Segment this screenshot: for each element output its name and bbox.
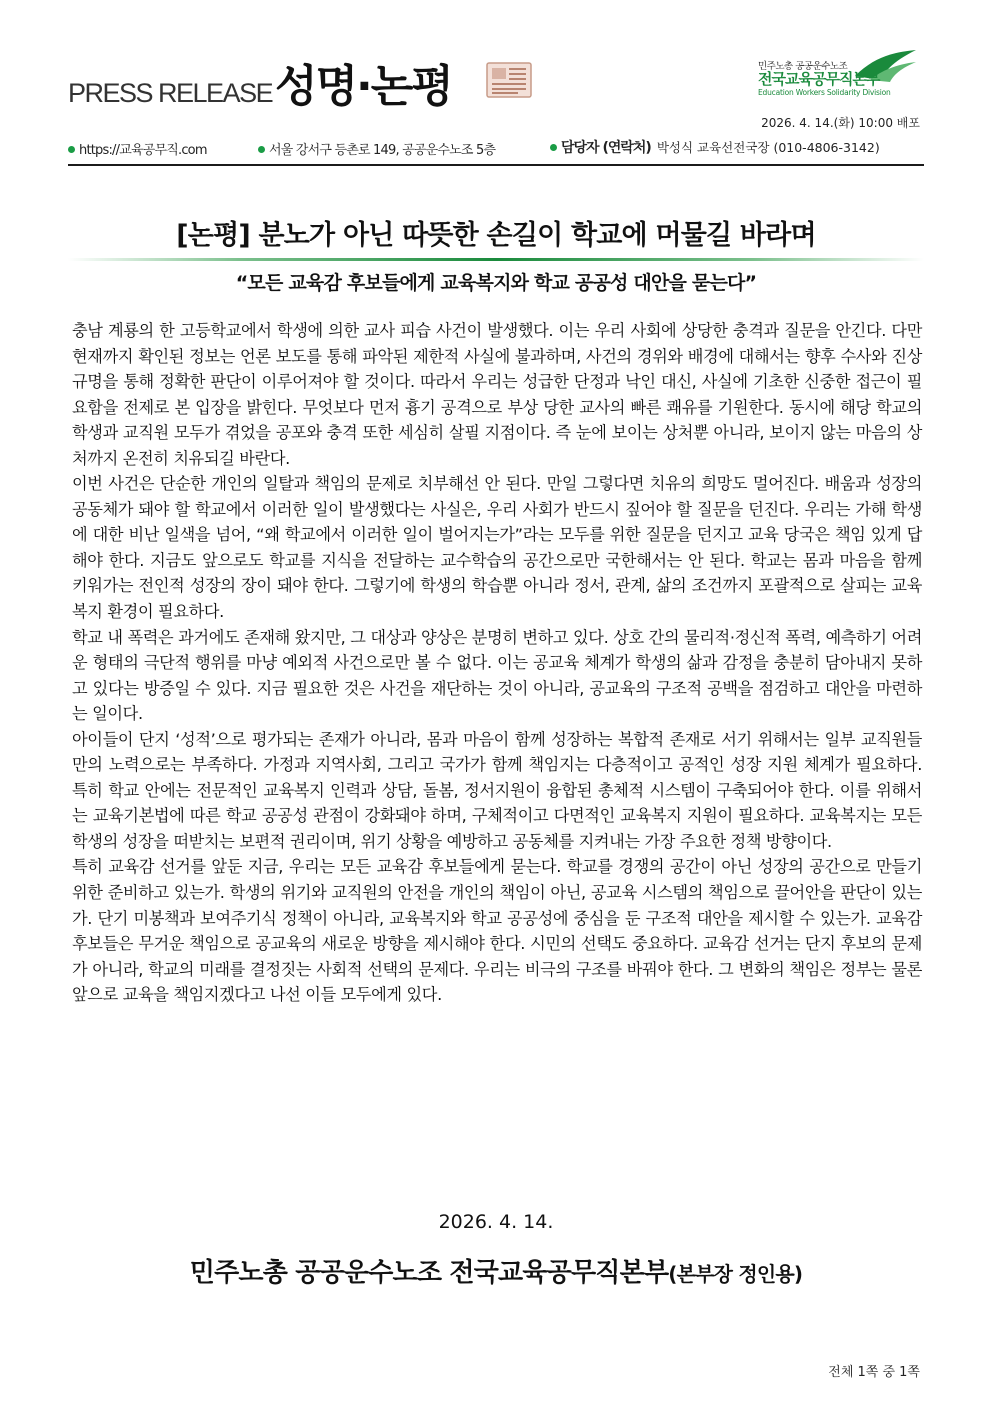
document-type-heading: 성명·논평 [275, 61, 452, 112]
logo-sub-text: Education Workers Solidarity Division [758, 88, 891, 97]
signature [68, 1252, 924, 1289]
paragraph: 이번 사건은 단순한 개인의 일탈과 책임의 문제로 치부해선 안 된다. 만일 그렇다면 치유의 희망도 멀어진다. 배움과 성장의 공동체가 돼야 할 학교에서 이러한 일이 발생했다는 사실은, 우리 사회가 반드시 짚어야 할 질문을 던진다. 우리는 가해 학생에 대한 비난 일색을 넘어, “왜 학교에서 이러한 일이 벌어지는가”라는 모두를 위한 질문을 던지고 교육 당국은 책임 있게 답해야 한다. 지금도 앞으로도 학교를 지식을 전달하는 교수학습의 공간으로만 국한해서는 안 된다. 학교는 몸과 마음을 함께 키워가는 전인적 성장의 장이 돼야 한다. 그렇기에 학생의 학습뿐 아니라 정서, 관계, 삶의 조건까지 포괄적으로 살피는 교육복지 환경이 필요하다. [72, 474, 922, 622]
page-number: 전체 1쪽 중 1쪽 [828, 1365, 920, 1380]
article-subtitle: “모든 교육감 후보들에게 교육복지와 학교 공공성 대안을 묻는다” [235, 272, 757, 294]
article-title: [논평] 분노가 아닌 따뜻한 손길이 학교에 머물길 바라며 [176, 220, 816, 251]
article-body [72, 318, 922, 1008]
website-link[interactable]: https://교육공무직.com [79, 143, 207, 158]
newspaper-icon [484, 60, 534, 100]
logo-main-text: 전국교육공무직본부 [758, 70, 880, 88]
press-release-label: PRESS RELEASE [68, 78, 273, 108]
title-divider [68, 258, 924, 261]
website-item [68, 139, 207, 158]
contact-item [550, 137, 880, 157]
contact-bar [68, 136, 924, 160]
paragraph: 특히 교육감 선거를 앞둔 지금, 우리는 모든 교육감 후보들에게 묻는다. 학교를 경쟁의 공간이 아닌 성장의 공간으로 만들기 위한 준비하고 있는가. 학생의 위기와 교직원의 안전을 개인의 책임이 아닌, 공교육 시스템의 책임으로 끌어안을 판단이 있는가. 단기 미봉책과 보여주기식 정책이 아니라, 교육복지와 학교 공공성에 중심을 둔 구조적 대안을 제시할 수 있는가. 교육감 후보들은 무거운 책임으로 공교육의 새로운 방향을 제시해야 한다. 시민의 선택도 중요하다. 교육감 선거는 단지 후보의 문제가 아니라, 학교의 미래를 결정짓는 사회적 선택의 문제다. 우리는 비극의 구조를 바꿔야 한다. 그 변화의 책임은 정부는 물론 앞으로 교육을 책임지겠다고 나선 이들 모두에게 있다. [72, 857, 922, 1005]
address-text: 서울 강서구 등촌로 149, 공공운수노조 5층 [269, 143, 496, 158]
bullet-dot-icon [258, 146, 265, 153]
paragraph: 아이들이 단지 ‘성적’으로 평가되는 존재가 아니라, 몸과 마음이 함께 성장하는 복합적 존재로 서기 위해서는 일부 교직원들만의 노력으로는 부족하다. 가정과 지역사회, 그리고 국가가 함께 책임지는 다층적이고 공적인 성장 지원 체계가 필요하다. 특히 학교 안에는 전문적인 교육복지 인력과 상담, 돌봄, 정서지원이 융합된 총체적 시스템이 구축되어야 한다. 이를 위해서는 교육기본법에 따른 학교 공공성 관점이 강화돼야 하며, 구체적이고 다면적인 교육복지 지원이 필요하다. 교육복지는 모든 학생의 성장을 떠받치는 보편적 권리이며, 위기 상황을 예방하고 공동체를 지켜내는 가장 주요한 정책 방향이다. [72, 729, 922, 851]
logo-top-line: 민주노총 공공운수노조 [758, 61, 848, 72]
bullet-dot-icon [68, 146, 75, 153]
bullet-dot-icon [550, 144, 557, 151]
contact-detail: 박성식 교육선전국장 (010-4806-3142) [656, 140, 880, 155]
signature-organization: 민주노총 공공운수노조 전국교육공무직본부 [189, 1258, 669, 1288]
contact-label: 담당자 (연락처) [561, 140, 651, 156]
header-divider [68, 164, 924, 166]
signature-date: 2026. 4. 14. [438, 1211, 554, 1233]
signature-person: (본부장 정인용) [668, 1262, 803, 1286]
paragraph: 학교 내 폭력은 과거에도 존재해 왔지만, 그 대상과 양상은 분명히 변하고 있다. 상호 간의 물리적·정신적 폭력, 예측하기 어려운 형태의 극단적 행위를 마냥 예외적 사건으로만 볼 수 없다. 이는 공교육 체계가 학생의 삶과 감정을 충분히 담아내지 못하고 있다는 방증일 수 있다. 지금 필요한 것은 사건을 재단하는 것이 아니라, 공교육의 구조적 공백을 점검하고 대안을 마련하는 일이다. [72, 627, 922, 724]
paragraph: 충남 계룡의 한 고등학교에서 학생에 의한 교사 피습 사건이 발생했다. 이는 우리 사회에 상당한 충격과 질문을 안긴다. 다만 현재까지 확인된 정보는 언론 보도를 통해 파악된 제한적 사실에 불과하며, 사건의 경위와 배경에 대해서는 향후 수사와 진상 규명을 통해 정확한 판단이 이루어져야 할 것이다. 따라서 우리는 성급한 단정과 낙인 대신, 사실에 기초한 신중한 접근이 필요함을 전제로 본 입장을 밝힌다. 무엇보다 먼저 흉기 공격으로 부상 당한 교사의 빠른 쾌유를 기원한다. 동시에 해당 학교의 학생과 교직원 모두가 겪었을 공포와 충격 또한 세심히 살필 지점이다. 즉 눈에 보이는 상처뿐 아니라, 보이지 않는 마음의 상처까지 온전히 치유되길 바란다. [72, 321, 922, 468]
release-date: 2026. 4. 14.(화) 10:00 배포 [761, 116, 920, 130]
union-logo [758, 46, 928, 106]
address-item [258, 139, 495, 158]
